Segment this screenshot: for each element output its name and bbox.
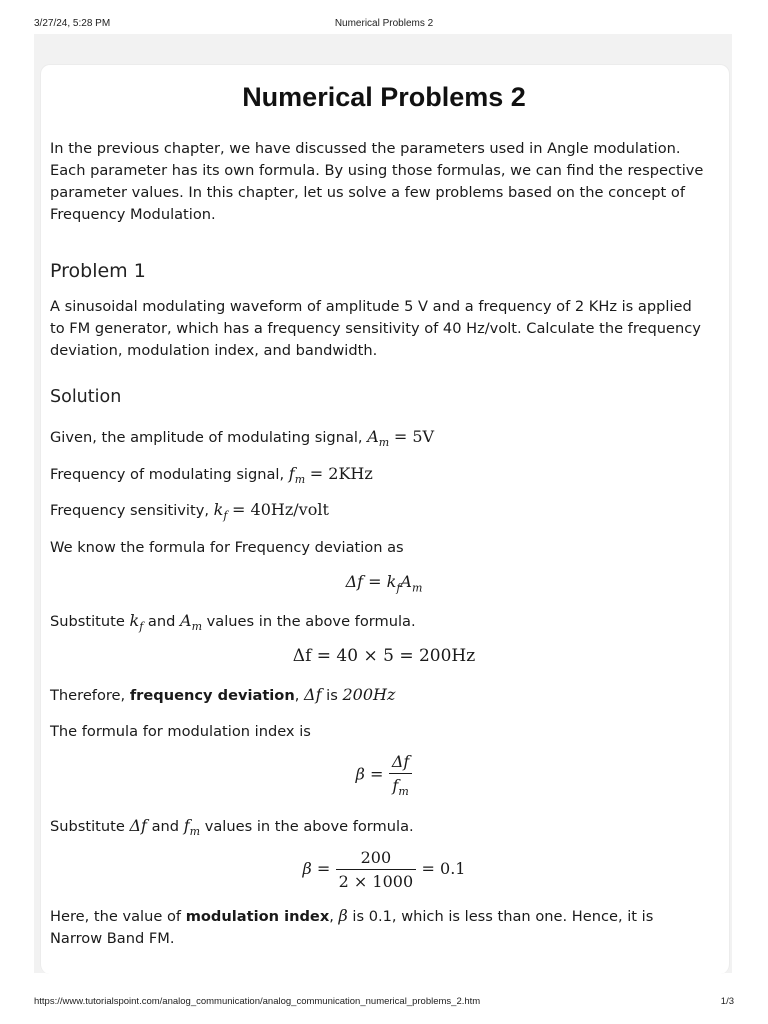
print-timestamp: 3/27/24, 5:28 PM xyxy=(34,18,111,29)
freq-deviation-formula: $\Delta f = k_fA_m$ xyxy=(345,572,423,595)
substitute-line-1: Substitute $k_f$ and $A_m$ values in the above formula. xyxy=(50,611,416,634)
freq-deviation-calculation: Δf = 40 × 5 = 200Hz xyxy=(292,646,476,666)
intro-paragraph: In the previous chapter, we have discussed the parameters used in Angle modulation. Each parameter has its own formula. By using those formulas, we can find the respective parameter values. In this chapter, let us solve a few problems based on the concept of Frequency Modulation. xyxy=(50,140,704,223)
amplitude-symbol: $A_m$ xyxy=(367,427,390,450)
substitute-line-2: Substitute Δf and $f_m$ values in the above formula. xyxy=(50,816,414,839)
print-page-title: Numerical Problems 2 xyxy=(334,18,434,29)
frequency-symbol: $f_m$ xyxy=(288,464,306,487)
given-amplitude-line xyxy=(50,426,710,454)
sensitivity-value: = 40Hz/volt xyxy=(232,500,329,519)
given-frequency-line xyxy=(50,463,710,491)
given-sensitivity-text: Frequency sensitivity, xyxy=(50,502,209,519)
problem-heading: Problem 1 xyxy=(50,260,146,282)
mod-index-label: modulation index xyxy=(185,908,330,925)
mod-index-formula-intro: The formula for modulation index is xyxy=(50,723,311,740)
frequency-value: = 2KHz xyxy=(309,464,373,483)
print-header xyxy=(0,0,768,34)
article-title: Numerical Problems 2 xyxy=(242,82,526,112)
freq-deviation-result: 200Hz xyxy=(342,685,396,704)
know-formula-line: We know the formula for Frequency deviation as xyxy=(50,539,404,556)
given-sensitivity-line xyxy=(50,499,710,527)
solution-heading: Solution xyxy=(50,387,122,407)
mod-index-calculation: β = $\frac{200}{2 \times 1000}$ = 0.1 xyxy=(302,848,466,891)
print-page-number: 1/3 xyxy=(720,996,734,1007)
amplitude-value: = 5V xyxy=(393,427,435,446)
print-footer xyxy=(0,990,768,1024)
problem-statement: A sinusoidal modulating waveform of amplitude 5 V and a frequency of 2 KHz is applied to FM generator, which has a frequency sensitivity of 40 Hz/volt. Calculate the frequency deviation, modulation index, and bandwidth. xyxy=(50,298,701,359)
print-url: https://www.tutorialspoint.com/analog_communication/analog_communication_numerical_problems_2.htm xyxy=(34,996,481,1007)
given-frequency-text: Frequency of modulating signal, xyxy=(50,466,285,483)
sensitivity-symbol: $k_f$ xyxy=(213,500,228,523)
conclusion-paragraph: Here, the value of modulation index, β is 0.1, which is less than one. Hence, it is Narrow Band FM. xyxy=(50,906,654,947)
freq-deviation-label: frequency deviation xyxy=(129,687,295,704)
therefore-line: Therefore, frequency deviation, Δf is 200Hz xyxy=(50,685,396,704)
given-amplitude-text: Given, the amplitude of modulating signal, xyxy=(50,429,363,446)
mod-index-formula: β = $\frac{\Delta f}{f_m}$ xyxy=(0,752,768,798)
